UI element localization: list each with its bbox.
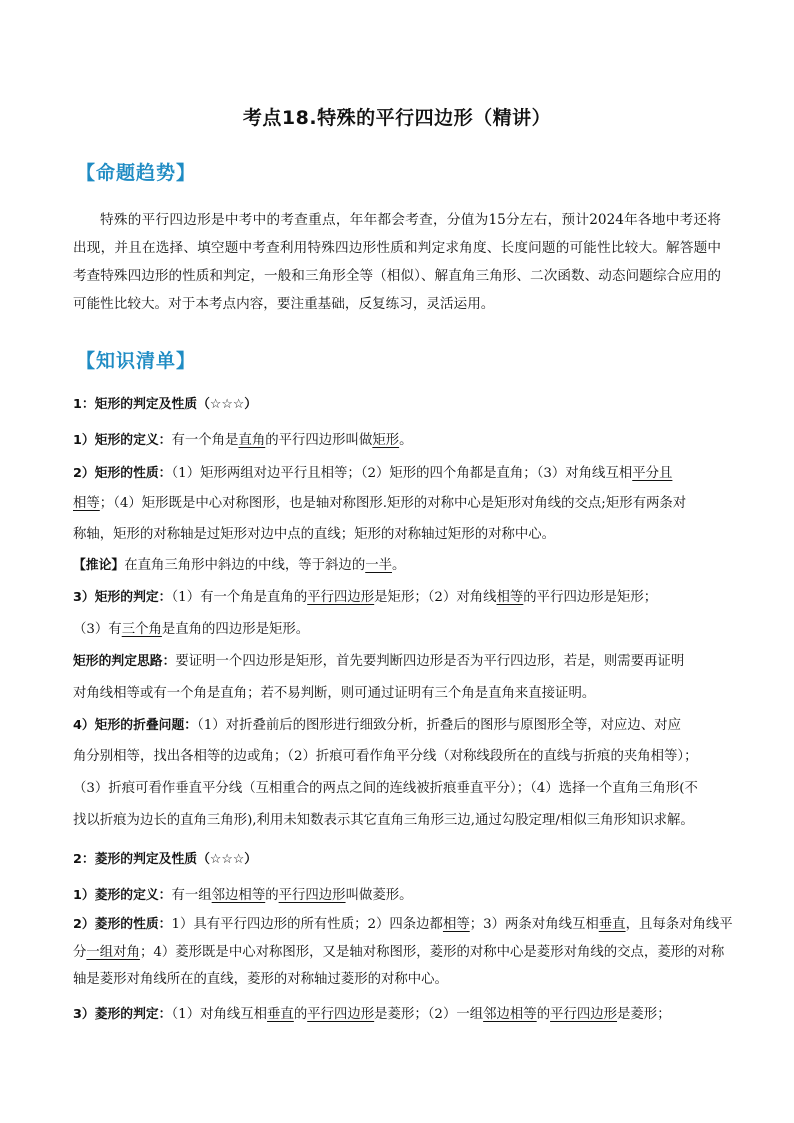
- rect-idea-line-1: [73, 650, 733, 669]
- text-run: （1）有一个角是直角的: [171, 590, 308, 605]
- underlined-term: 直角: [238, 433, 266, 448]
- underlined-term: 平行四边形: [307, 1007, 375, 1022]
- rect-property-line-2: [73, 492, 733, 511]
- rhombus-property-line-1: [73, 913, 733, 932]
- underlined-term: 垂直: [267, 1007, 294, 1022]
- text-run: 是直角的四边形是矩形。: [161, 622, 310, 637]
- underlined-term: 一半: [365, 558, 392, 573]
- text-run: 。: [399, 433, 413, 448]
- underlined-term: 平分且: [632, 466, 673, 481]
- rect-idea-line-2: 对角线相等或有一个角是直角；若不易判断，则可通过证明有三个角是直角来直接证明。: [73, 686, 596, 701]
- rect-section-title: 1：矩形的判定及性质（☆☆☆）: [73, 397, 258, 412]
- underlined-term: 平行四边形: [550, 1007, 618, 1022]
- underlined-term: 一组对角: [86, 945, 140, 960]
- rect-def-label: 1）矩形的定义：: [73, 433, 172, 448]
- underlined-term: 垂直: [598, 917, 626, 932]
- underlined-term: 相等: [73, 496, 100, 511]
- text-run: 要证明一个四边形是矩形，首先要判断四边形是否为平行四边形，若是，则需要再证明: [175, 654, 685, 669]
- rect-fold-line-2: 角分别相等，找出各相等的边或角；（2）折痕可看作角平分线（对称线段所在的直线与折痕的夹角相等）；: [73, 749, 698, 764]
- underlined-term: 平行四边形: [278, 888, 346, 903]
- text-run: 叫做菱形。: [345, 888, 413, 903]
- text-run: 的平行四边形是矩形；: [523, 590, 658, 605]
- corollary-label: 【推论】: [73, 558, 125, 573]
- rect-judgement-line-1: [73, 586, 733, 605]
- text-run: 在直角三角形中斜边的中线，等于斜边的: [124, 558, 366, 573]
- text-run: 的: [293, 1007, 308, 1022]
- rhombus-property-line-2: [73, 941, 733, 960]
- trend-paragraph: 特殊的平行四边形是中考中的考查重点，年年都会考查，分值为15分左右，预计2024年各地中考还将出现，并且在选择、填空题中考查利用特殊四边形性质和判定求角度、长度问题的可能性比较大。解答题中考查特殊四边形的性质和判定，一般和三角形全等（相似）、解直角三角形、二次函数、动态问题综合应用的可能性比较大。对于本考点内容，要注重基础，反复练习，灵活运用。: [73, 212, 721, 312]
- rect-corollary: [73, 554, 733, 573]
- text-run: ；4）菱形既是中心对称图形，又是轴对称图形，菱形的对称中心是菱形对角线的交点，菱形的对称: [139, 945, 725, 960]
- text-run: 。: [392, 558, 406, 573]
- rect-fold-line-4: 找以折痕为边长的直角三角形),利用未知数表示其它直角三角形三边,通过勾股定理/相似三角形知识求解。: [73, 813, 694, 828]
- rhombus-judgement: [73, 1003, 733, 1022]
- text-run: （1）矩形两组对边平行且相等；（2）矩形的四个角都是直角；（3）对角线互相: [171, 466, 633, 481]
- text-run: ，且每条对角线平: [625, 917, 733, 932]
- text-run: 有一组: [171, 888, 212, 903]
- rhombus-property-line-3: 轴是菱形对角线所在的直线，菱形的对称轴过菱形的对称中心。: [73, 972, 448, 987]
- text-run: （1）对折叠前后的图形进行细致分析，折叠后的图形与原图形全等，对应边、对应: [197, 718, 681, 733]
- text-run: 的: [265, 888, 279, 903]
- text-run: 是菱形；: [617, 1007, 671, 1022]
- rect-property-line-1: [73, 462, 733, 481]
- rect-idea-label: 矩形的判定思路：: [73, 654, 176, 669]
- underlined-term: 矩形: [372, 433, 400, 448]
- underlined-term: 三个角: [121, 622, 162, 637]
- text-run: 1）具有平行四边形的所有性质；2）四条边都: [171, 917, 443, 932]
- text-run: ；3）两条对角线互相: [469, 917, 599, 932]
- rhombus-judge-label: 3）菱形的判定：: [73, 1007, 172, 1022]
- rect-fold-line-3: （3）折痕可看作垂直平分线（互相重合的两点之间的连线被折痕垂直平分）；（4）选择一个直角三角形(不: [73, 781, 698, 796]
- text-run: 分: [73, 945, 87, 960]
- underlined-term: 平行四边形: [307, 590, 375, 605]
- text-run: 是菱形；（2）一组: [374, 1007, 484, 1022]
- underlined-term: 邻边相等: [483, 1007, 537, 1022]
- text-run: 的: [536, 1007, 551, 1022]
- underlined-term: 邻边相等: [211, 888, 266, 903]
- underlined-term: 相等: [496, 590, 524, 605]
- rhombus-definition: [73, 884, 733, 903]
- text-run: （1）对角线互相: [171, 1007, 268, 1022]
- rhombus-def-label: 1）菱形的定义：: [73, 888, 172, 903]
- rect-fold-label: 4）矩形的折叠问题：: [73, 718, 198, 733]
- rect-property-line-3: 称轴，矩形的对称轴是过矩形对边中点的直线；矩形的对称轴过矩形的对称中心。: [73, 527, 556, 542]
- rect-fold-line-1: [73, 714, 733, 733]
- text-run: 有一个角是: [171, 433, 239, 448]
- rhombus-section-title: 2：菱形的判定及性质（☆☆☆）: [73, 852, 258, 867]
- section-heading-knowledge: 【知识清单】: [76, 350, 197, 372]
- text-run: ；（4）矩形既是中心对称图形，也是轴对称图形.矩形的对称中心是矩形对角线的交点;矩形有两条对: [99, 496, 687, 511]
- text-run: 的平行四边形叫做: [265, 433, 373, 448]
- text-run: 是矩形；（2）对角线: [374, 590, 497, 605]
- section-heading-trend: 【命题趋势】: [76, 162, 197, 184]
- rhombus-prop-label: 2）菱形的性质：: [73, 917, 172, 932]
- rect-judgement-line-2: [73, 618, 733, 637]
- underlined-term: 相等: [442, 917, 470, 932]
- rect-definition: [73, 429, 733, 448]
- rect-prop-label: 2）矩形的性质：: [73, 466, 172, 481]
- rect-judge-label: 3）矩形的判定：: [73, 590, 172, 605]
- text-run: （3）有: [73, 622, 122, 637]
- page-title: 考点18.特殊的平行四边形（精讲）: [242, 107, 552, 129]
